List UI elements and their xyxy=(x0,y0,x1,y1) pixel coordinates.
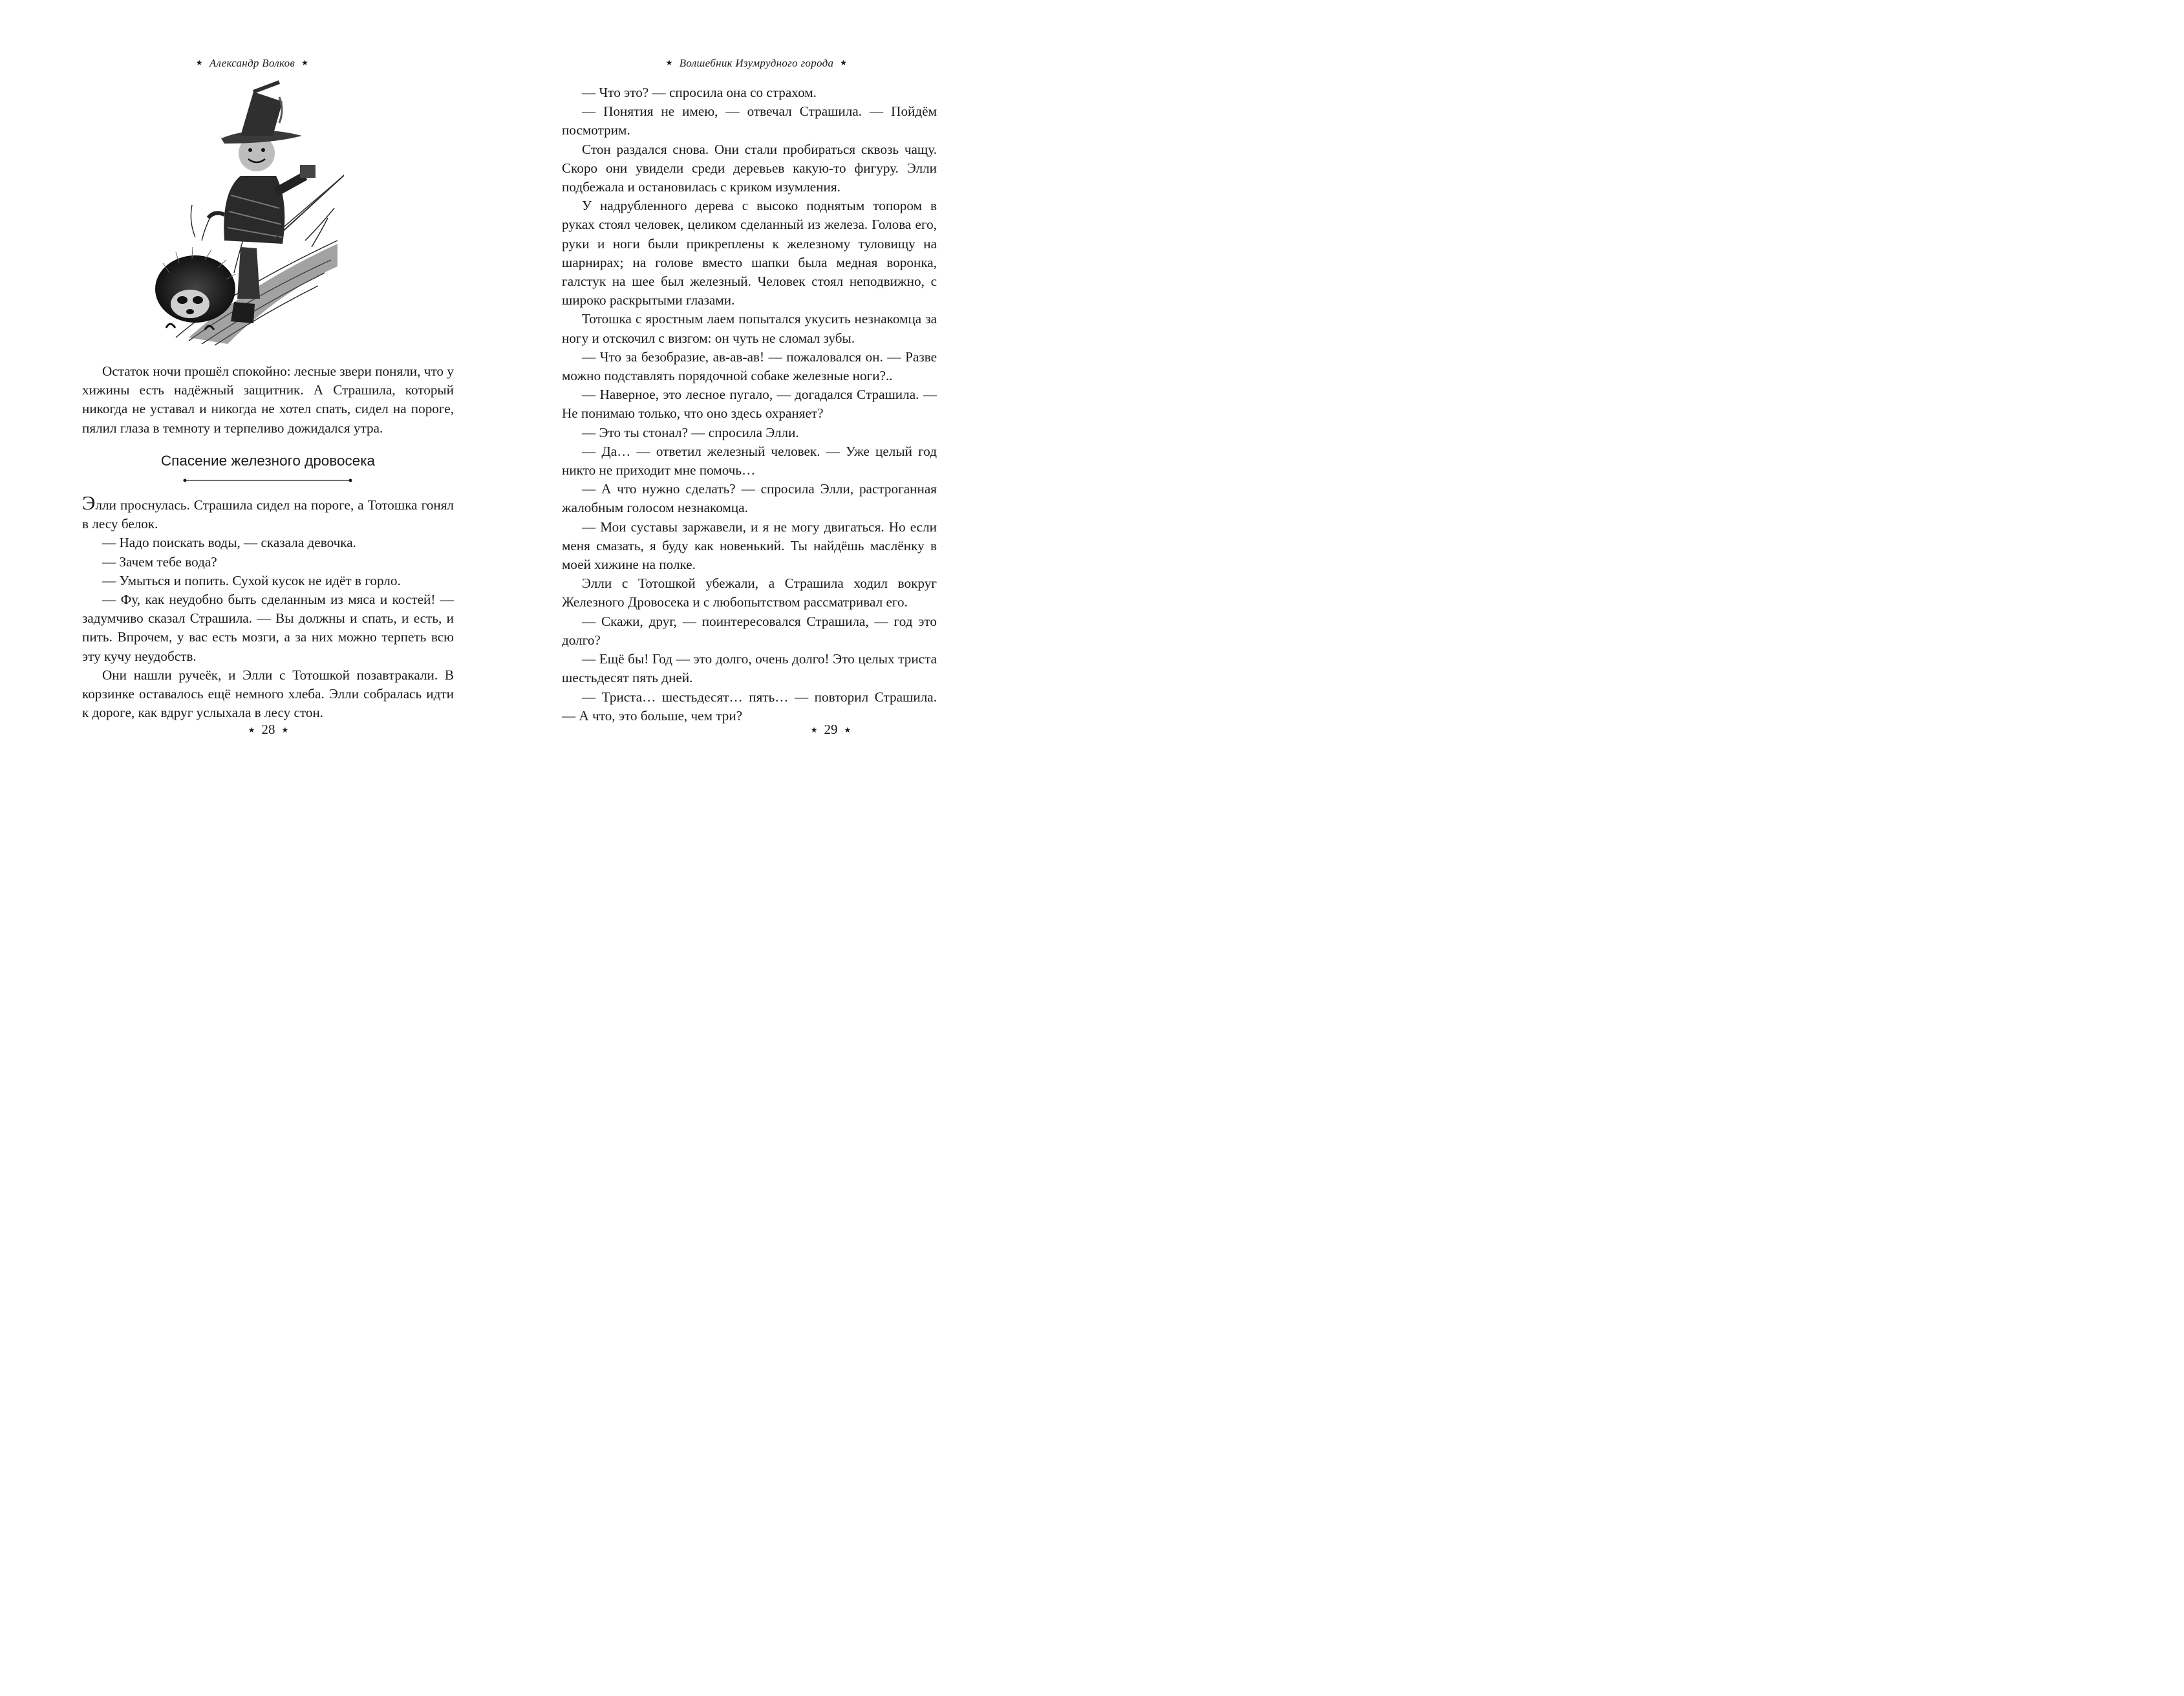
paragraph: Элли с Тотошкой убежали, а Страшила ходил вокруг Железного Дровосека и с любопытством рассматривал его. xyxy=(562,575,937,610)
running-head-author xyxy=(0,57,504,70)
star-ornament: ★ xyxy=(665,58,673,67)
paragraph: — Зачем тебе вода? xyxy=(102,553,217,570)
paragraph: — Наверное, это лесное пугало, — догадался Страшила. — Не понимаю только, что оно здесь охраняет? xyxy=(562,387,937,422)
paragraph: — Фу, как неудобно быть сделанным из мяса и костей! — задумчиво сказал Страшила. — Вы должны и спать, и есть, и пить. Впрочем, у вас есть мозги, а за них можно терпеть всю эту кучу неудобств. xyxy=(82,592,454,664)
paragraph: — Триста… шестьдесят… пять… — повторил Страшила. — А что, это больше, чем три? xyxy=(562,689,937,724)
paragraph: — Что это? — спросила она со страхом. xyxy=(582,85,817,100)
star-ornament: ★ xyxy=(281,725,289,735)
star-ornament: ★ xyxy=(810,725,818,735)
page-number-text: 28 xyxy=(261,722,275,737)
paragraph-first xyxy=(82,491,454,533)
left-body-text xyxy=(82,491,454,722)
paragraph: — Ещё бы! Год — это долго, очень долго! Это целых триста шестьдесят пять дней. xyxy=(562,651,937,686)
paragraph: — А что нужно сделать? — спросила Элли, растроганная жалобным голосом незнакомца. xyxy=(562,481,937,516)
paragraph: — Понятия не имею, — отвечал Страшила. — Пойдём посмотрим. xyxy=(562,103,937,138)
right-page xyxy=(504,0,1009,783)
right-body-text xyxy=(562,83,937,725)
star-ornament: ★ xyxy=(844,725,851,735)
page-number xyxy=(504,722,970,738)
paragraph-first-text: лли проснулась. Страшила сидел на пороге, а Тотошка гонял в лесу белок. xyxy=(82,497,454,532)
running-head-text: Александр Волков xyxy=(209,57,295,69)
chapter-title: Спасение железного дровосека xyxy=(160,453,376,469)
paragraph: — Умыться и попить. Сухой кусок не идёт в горло. xyxy=(102,572,401,588)
star-ornament: ★ xyxy=(301,58,309,67)
chapter-divider xyxy=(183,478,352,483)
left-top-text xyxy=(82,362,454,438)
paragraph: — Мои суставы заржавели, и я не могу двигаться. Но если меня смазать, я буду как новенький. Ты найдёшь маслёнку в моей хижине на полке. xyxy=(562,519,937,573)
drop-cap: Э xyxy=(82,491,96,514)
paragraph: Тотошка с яростным лаем попытался укусить незнакомца за ногу и отскочил с визгом: он чуть не сломал зубы. xyxy=(562,311,937,346)
paragraph: — Скажи, друг, — поинтересовался Страшила, — год это долго? xyxy=(562,613,937,648)
star-ornament: ★ xyxy=(248,725,255,735)
paragraph: У надрубленного дерева с высоко поднятым топором в руках стоял человек, целиком сделанный из железа. Голова его, руки и ноги были прикреплены к железному туловищу на шарнирах; на голове вместо шапки была медная воронка, галстук на шее был железный. Человек стоял неподвижно, с широко раскрытыми глазами. xyxy=(562,198,937,308)
page-number xyxy=(0,722,504,738)
paragraph: Остаток ночи прошёл спокойно: лесные звери поняли, что у хижины есть надёжный защитник. А Страшила, который никогда не уставал и никогда не хотел спать, сидел на пороге, пялил глаза в темноту и терпеливо дожидался утра. xyxy=(82,363,454,436)
running-head-text: Волшебник Изумрудного города xyxy=(679,57,834,69)
star-ornament: ★ xyxy=(195,58,203,67)
paragraph: — Что за безобразие, ав-ав-ав! — пожаловался он. — Разве можно подставлять порядочной собаке железные ноги?.. xyxy=(562,349,937,384)
paragraph: — Это ты стонал? — спросила Элли. xyxy=(582,424,799,440)
running-head-title xyxy=(504,57,970,70)
page-number-text: 29 xyxy=(824,722,838,737)
paragraph: Стон раздался снова. Они стали пробираться сквозь чащу. Скоро они увидели среди деревьев какую-то фигуру. Элли подбежала и остановилась с криком изумления. xyxy=(562,141,937,195)
star-ornament: ★ xyxy=(840,58,848,67)
paragraph: — Надо поискать воды, — сказала девочка. xyxy=(102,535,356,551)
scarecrow-illustration xyxy=(150,79,344,350)
paragraph: Они нашли ручеёк, и Элли с Тотошкой позавтракали. В корзинке оставалось ещё немного хлеба. Элли собралась идти к дороге, как вдруг услыхала в лесу стон. xyxy=(82,667,454,721)
paragraph: — Да… — ответил железный человек. — Уже целый год никто не приходит мне помочь… xyxy=(562,443,937,478)
left-page xyxy=(0,0,504,783)
